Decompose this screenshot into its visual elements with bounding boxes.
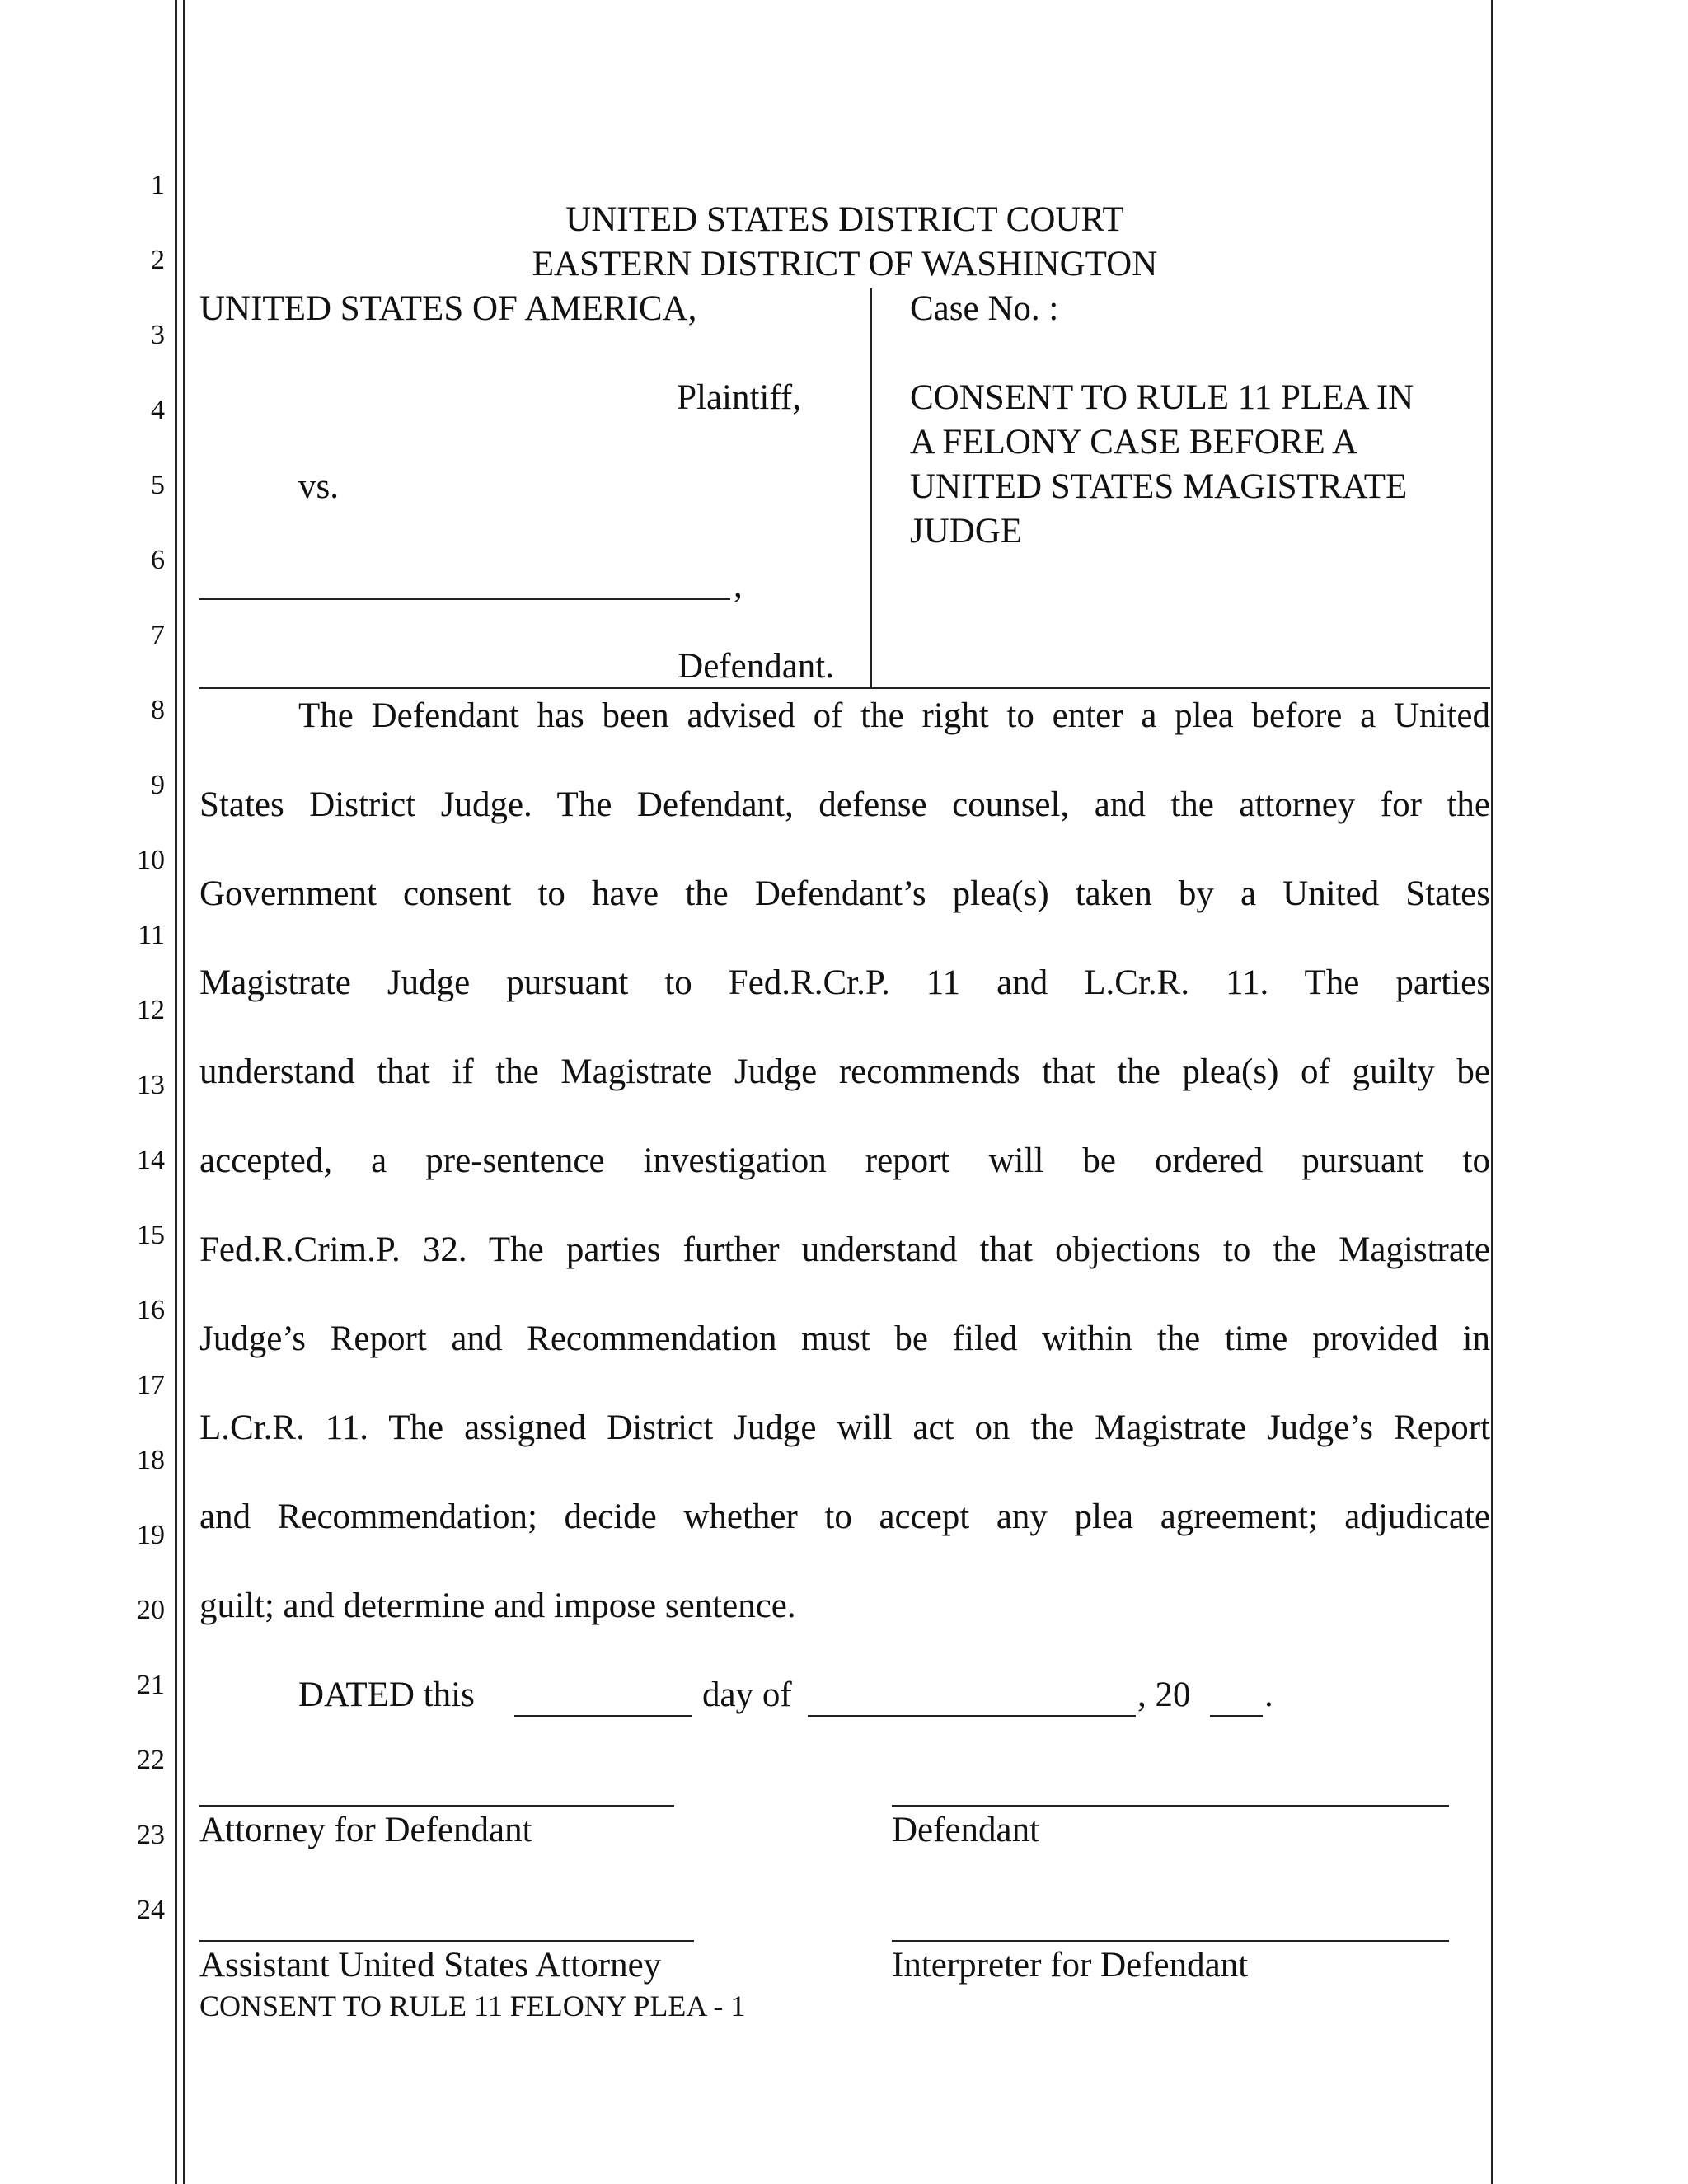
right-margin-rule [1491,0,1493,2184]
body-line: States District Judge. The Defendant, defense counsel, and the attorney for the [199,785,1490,824]
body-line: understand that if the Magistrate Judge recommends that the plea(s) of guilty be [199,1052,1490,1091]
left-margin-rule [175,0,177,2184]
dated-prefix: DATED this [298,1675,475,1714]
defendant-role: Defendant. [678,647,834,686]
line-number: 6 [151,545,165,575]
caption-divider [870,288,872,689]
line-number: 10 [137,845,165,875]
case-number-label: Case No. : [910,289,1059,328]
body-line: accepted, a pre-sentence investigation report will be ordered pursuant to [199,1141,1490,1180]
line-number: 11 [138,920,165,950]
line-number: 21 [137,1670,165,1700]
year-blank[interactable] [1210,1715,1263,1717]
line-number: 15 [137,1220,165,1250]
month-blank[interactable] [808,1715,1136,1717]
line-number: 12 [137,995,165,1025]
left-margin-rule-inner [183,0,185,2184]
court-name: UNITED STATES DISTRICT COURT [565,200,1124,239]
line-number: 16 [137,1295,165,1325]
attorney-for-defendant-label: Attorney for Defendant [199,1811,532,1849]
body-line: Fed.R.Crim.P. 32. The parties further understand that objections to the Magistrate [199,1230,1490,1269]
dated-period: . [1264,1675,1273,1714]
line-number: 7 [151,620,165,650]
interpreter-signature-line[interactable] [892,1940,1449,1942]
defendant-name-blank[interactable] [199,598,730,600]
line-number: 8 [151,695,165,725]
page-footer: CONSENT TO RULE 11 FELONY PLEA - 1 [199,1990,746,2022]
plaintiff-role: Plaintiff, [677,378,801,417]
day-of-label: day of [702,1675,792,1714]
line-number: 4 [151,395,165,425]
document-title-line: JUDGE [910,512,1023,551]
line-number: 1 [151,170,165,200]
assistant-us-attorney-signature-line[interactable] [199,1940,694,1942]
document-title-line: CONSENT TO RULE 11 PLEA IN [910,378,1414,417]
line-number: 19 [137,1520,165,1550]
plaintiff-name: UNITED STATES OF AMERICA, [199,289,697,328]
line-number: 23 [137,1820,165,1850]
line-number: 14 [137,1145,165,1175]
body-line: Magistrate Judge pursuant to Fed.R.Cr.P. 11 and L.Cr.R. 11. The parties [199,963,1490,1002]
line-number: 18 [137,1445,165,1475]
defendant-name-comma: , [734,566,743,605]
line-number: 20 [137,1595,165,1625]
defendant-signature-label: Defendant [892,1811,1040,1849]
body-line: guilt; and determine and impose sentence. [199,1586,796,1625]
court-district: EASTERN DISTRICT OF WASHINGTON [532,245,1158,284]
line-number: 5 [151,470,165,500]
year-prefix: , 20 [1137,1675,1191,1714]
day-blank[interactable] [514,1715,692,1717]
body-line: and Recommendation; decide whether to accept any plea agreement; adjudicate [199,1497,1490,1536]
document-title-line: A FELONY CASE BEFORE A [910,423,1358,462]
body-line: The Defendant has been advised of the right to enter a plea before a United [298,696,1490,735]
document-title-line: UNITED STATES MAGISTRATE [910,467,1408,506]
line-number: 9 [151,770,165,800]
line-number: 22 [137,1745,165,1775]
assistant-us-attorney-label: Assistant United States Attorney [199,1946,662,1985]
attorney-for-defendant-signature-line[interactable] [199,1805,674,1807]
versus-label: vs. [298,467,339,506]
body-line: Judge’s Report and Recommendation must be filed within the time provided in [199,1319,1490,1358]
line-number: 13 [137,1070,165,1100]
body-line: Government consent to have the Defendant’s plea(s) taken by a United States [199,874,1490,913]
caption-bottom-rule [199,687,1490,689]
defendant-signature-line[interactable] [892,1805,1449,1807]
line-number: 3 [151,320,165,350]
line-number: 24 [137,1895,165,1925]
body-line: L.Cr.R. 11. The assigned District Judge will act on the Magistrate Judge’s Report [199,1408,1490,1447]
interpreter-label: Interpreter for Defendant [892,1946,1249,1985]
line-number: 17 [137,1370,165,1400]
line-number: 2 [151,245,165,275]
